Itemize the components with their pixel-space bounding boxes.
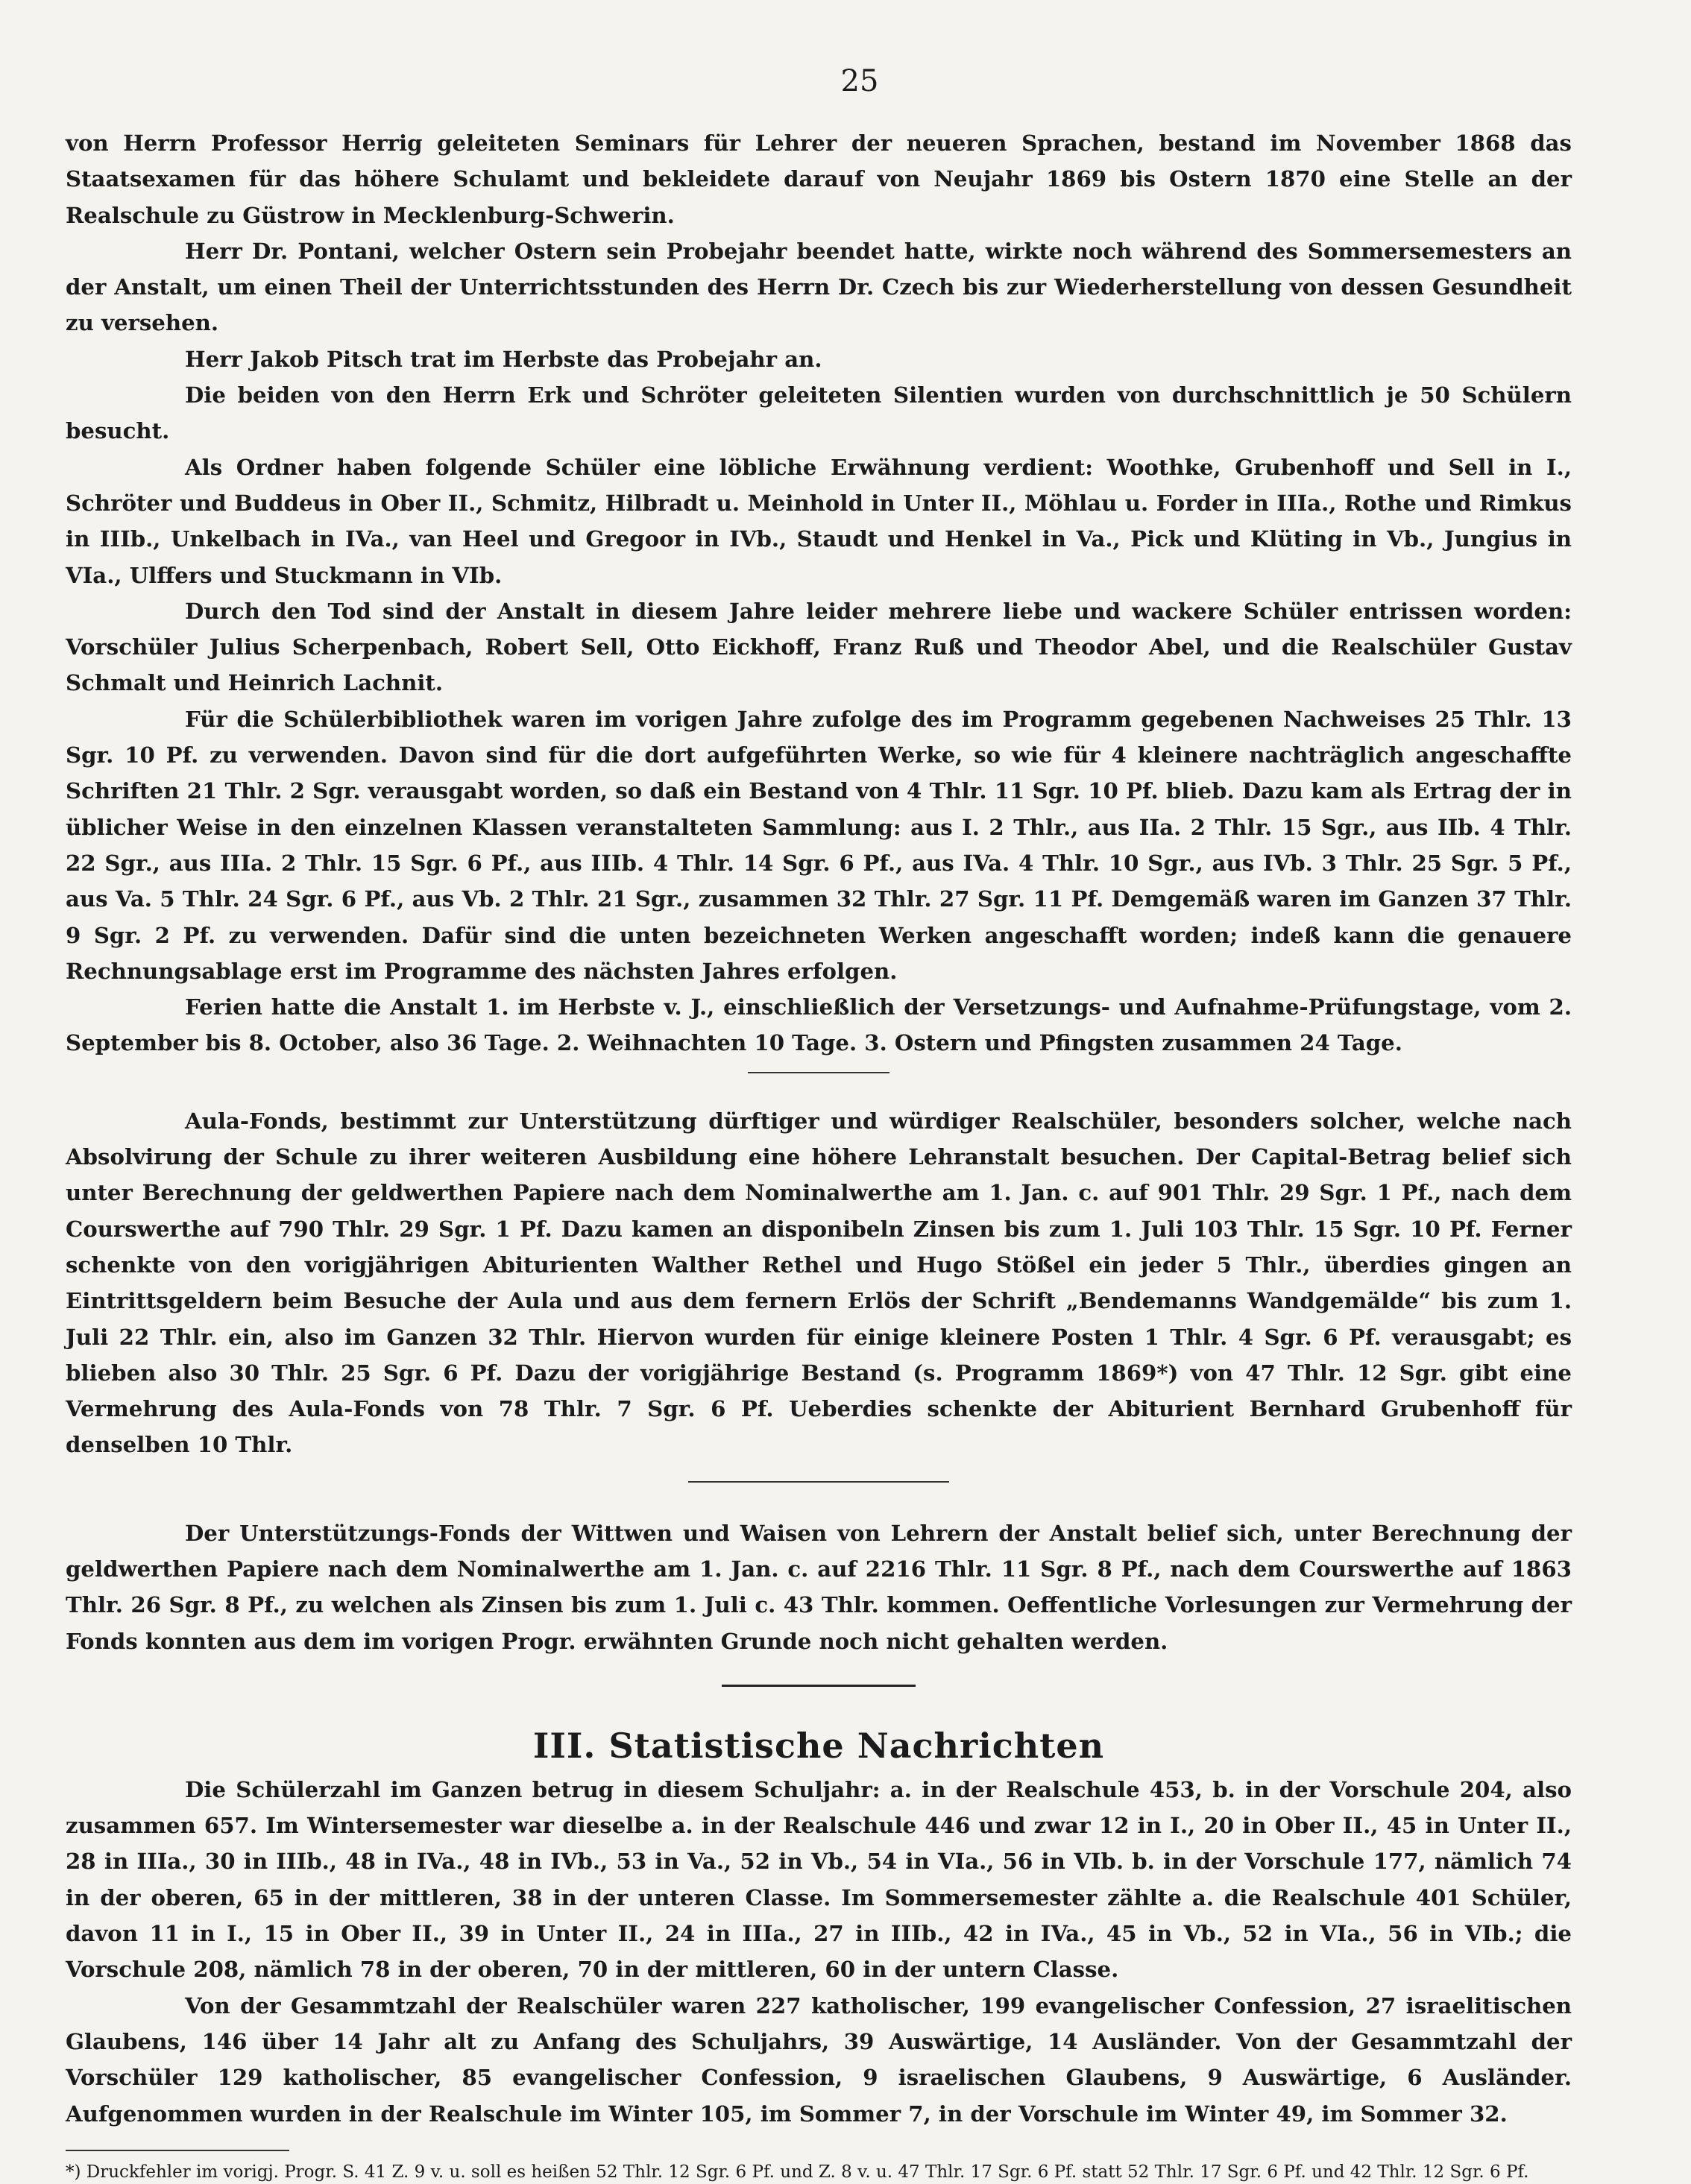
page-number: 25 xyxy=(840,64,879,98)
paragraph-confession: Von der Gesammtzahl der Realschüler waren 227 katholischer, 199 evangelischer Confession, 27 israelitischen Glaubens, 146 über 14 Jahr alt zu Anfang des Schuljahrs, 39 Auswärtige, 14 Ausländer. Von der Gesammtzahl der Vorschüler 129 katholischer, 85 evangelischer Confession, 9 israelischen Glaubens, 9 Auswärtige, 6 Ausländer. Aufgenommen wurden in der Realschule im Winter 105, im Sommer 7, in der Vorschule im Winter 49, im Sommer 32. xyxy=(66,1992,1572,2127)
paragraph-pontani: Herr Dr. Pontani, welcher Ostern sein Probejahr beendet hatte, wirkte noch während des Sommersemesters an der Anstalt, um einen Theil der Unterrichtsstunden des Herrn Dr. Czech bis zur Wiederherstellung von dessen Gesundheit zu versehen. xyxy=(66,238,1572,336)
paragraph-library: Für die Schülerbibliothek waren im vorigen Jahre zufolge des im Programm gegebenen Nachweises 25 Thlr. 13 Sgr. 10 Pf. zu verwenden. Davon sind für die dort aufgeführten Werke, so wie für 4 kleinere nachträglich angeschaffte Schriften 21 Thlr. 2 Sgr. verausgabt worden, so daß ein Bestand von 4 Thlr. 11 Sgr. 10 Pf. blieb. Dazu kam als Ertrag der in üblicher Weise in den einzelnen Klassen veranstalteten Sammlung: aus I. 2 Thlr., aus IIa. 2 Thlr. 15 Sgr., aus IIb. 4 Thlr. 22 Sgr., aus IIIa. 2 Thlr. 15 Sgr. 6 Pf., aus IIIb. 4 Thlr. 14 Sgr. 6 Pf., aus IVa. 4 Thlr. 10 Sgr., aus IVb. 3 Thlr. 25 Sgr. 5 Pf., aus Va. 5 Thlr. 24 Sgr. 6 Pf., aus Vb. 2 Thlr. 21 Sgr., zusammen 32 Thlr. 27 Sgr. 11 Pf. Demgemäß waren im Ganzen 37 Thlr. 9 Sgr. 2 Pf. zu verwenden. Dafür sind die unten bezeichneten Werken angeschafft worden; indeß kann die genauere Rechnungsablage erst im Programme des nächsten Jahres erfolgen. xyxy=(66,706,1572,984)
paragraph-holidays: Ferien hatte die Anstalt 1. im Herbste v. J., einschließlich der Versetzungs- und Aufnahme-Prüfungstage, vom 2. September bis 8. October, also 36 Tage. 2. Weihnachten 10 Tage. 3. Ostern und Pfingsten zusammen 24 Tage. xyxy=(66,994,1572,1056)
paragraph-widows-fund: Der Unterstützungs-Fonds der Wittwen und Waisen von Lehrern der Anstalt belief sich, unter Berechnung der geldwerthen Papiere nach dem Nominalwerthe am 1. Jan. c. auf 2216 Thlr. 11 Sgr. 8 Pf., nach dem Courswerthe auf 1863 Thlr. 26 Sgr. 8 Pf., zu welchen als Zinsen bis zum 1. Juli c. 43 Thlr. kommen. Oeffentliche Vorlesungen zur Vermehrung der Fonds konnten aus dem im vorigen Progr. erwähnten Grunde noch nicht gehalten werden. xyxy=(66,1520,1572,1654)
section-divider xyxy=(748,1072,889,1073)
paragraph-pupil-count: Die Schülerzahl im Ganzen betrug in diesem Schuljahr: a. in der Realschule 453, b. in der Vorschule 204, also zusammen 657. Im Wintersemester war dieselbe a. in der Realschule 446 und zwar 12 in I., 20 in Ober II., 45 in Unter II., 28 in IIIa., 30 in IIIb., 48 in IVa., 48 in IVb., 53 in Va., 52 in Vb., 54 in VIa., 56 in VIb. b. in der Vorschule 177, nämlich 74 in der oberen, 65 in der mittleren, 38 in der unteren Classe. Im Sommersemester zählte a. die Realschule 401 Schüler, davon 11 in I., 15 in Ober II., 39 in Unter II., 24 in IIIa., 27 in IIIb., 42 in IVa., 45 in Vb., 52 in VIa., 56 in VIb.; die Vorschule 208, nämlich 78 in der oberen, 70 in der mittleren, 60 in der untern Classe. xyxy=(66,1776,1572,1983)
section-divider xyxy=(722,1685,916,1687)
paragraph-deaths: Durch den Tod sind der Anstalt in diesem Jahre leider mehrere liebe und wackere Schüler entrissen worden: Vorschüler Julius Scherpenbach, Robert Sell, Otto Eickhoff, Franz Ruß und Theodor Abel, und die Realschüler Gustav Schmalt und Heinrich Lachnit. xyxy=(66,598,1572,696)
footnote: *) Druckfehler im vorigj. Progr. S. 41 Z. 9 v. u. soll es heißen 52 Thlr. 12 Sgr. 6 Pf. und Z. 8 v. u. 47 Thlr. 17 Sgr. 6 Pf. statt 52 Thlr. 17 Sgr. 6 Pf. und 42 Thlr. 12 Sgr. 6 Pf. xyxy=(66,2162,1529,2182)
section-divider xyxy=(688,1481,949,1483)
paragraph-aula-fonds: Aula-Fonds, bestimmt zur Unterstützung dürftiger und würdiger Realschüler, besonders solcher, welche nach Absolvirung der Schule zu ihrer weiteren Ausbildung eine höhere Lehranstalt besuchen. Der Capital-Betrag belief sich unter Berechnung der geldwerthen Papiere nach dem Nominalwerthe am 1. Jan. c. auf 901 Thlr. 29 Sgr. 1 Pf., nach dem Courswerthe auf 790 Thlr. 29 Sgr. 1 Pf. Dazu kamen an disponibeln Zinsen bis zum 1. Juli 103 Thlr. 15 Sgr. 10 Pf. Ferner schenkte von den vorigjährigen Abiturienten Walther Rethel und Hugo Stößel ein jeder 5 Thlr., überdies gingen an Eintrittsgeldern beim Besuche der Aula und aus dem fernern Erlös der Schrift „Bendemanns Wandgemälde“ bis zum 1. Juli 22 Thlr. ein, also im Ganzen 32 Thlr. Hiervon wurden für einige kleinere Posten 1 Thlr. 4 Sgr. 6 Pf. verausgabt; es blieben also 30 Thlr. 25 Sgr. 6 Pf. Dazu der vorigjährige Bestand (s. Programm 1869*) von 47 Thlr. 12 Sgr. gibt eine Vermehrung des Aula-Fonds von 78 Thlr. 7 Sgr. 6 Pf. Ueberdies schenkte der Abiturient Bernhard Grubenhoff für denselben 10 Thlr. xyxy=(66,1108,1572,1458)
footnote-rule xyxy=(66,2150,289,2151)
page-content xyxy=(66,52,1572,2184)
paragraph-pitsch: Herr Jakob Pitsch trat im Herbste das Probejahr an. xyxy=(185,346,822,372)
paragraph-ordner: Als Ordner haben folgende Schüler eine löbliche Erwähnung verdient: Woothke, Grubenhoff und Sell in I., Schröter und Buddeus in Ober II., Schmitz, Hilbradt u. Meinhold in Unter II., Möhlau u. Forder in IIIa., Rothe und Rimkus in IIIb., Unkelbach in IVa., van Heel und Gregoor in IVb., Staudt und Henkel in Va., Pick und Klüting in Vb., Jungius in VIa., Ulffers und Stuckmann in VIb. xyxy=(66,454,1572,588)
paragraph-silentien: Die beiden von den Herrn Erk und Schröter geleiteten Silentien wurden von durchschnittlich je 50 Schülern besucht. xyxy=(66,382,1572,444)
section-heading: III. Statistische Nachrichten xyxy=(532,1725,1105,1766)
paragraph-seminar: von Herrn Professor Herrig geleiteten Seminars für Lehrer der neueren Sprachen, bestand im November 1868 das Staatsexamen für das höhere Schulamt und bekleidete darauf von Neujahr 1869 bis Ostern 1870 eine Stelle an der Realschule zu Güstrow in Mecklenburg-Schwerin. xyxy=(66,130,1572,228)
